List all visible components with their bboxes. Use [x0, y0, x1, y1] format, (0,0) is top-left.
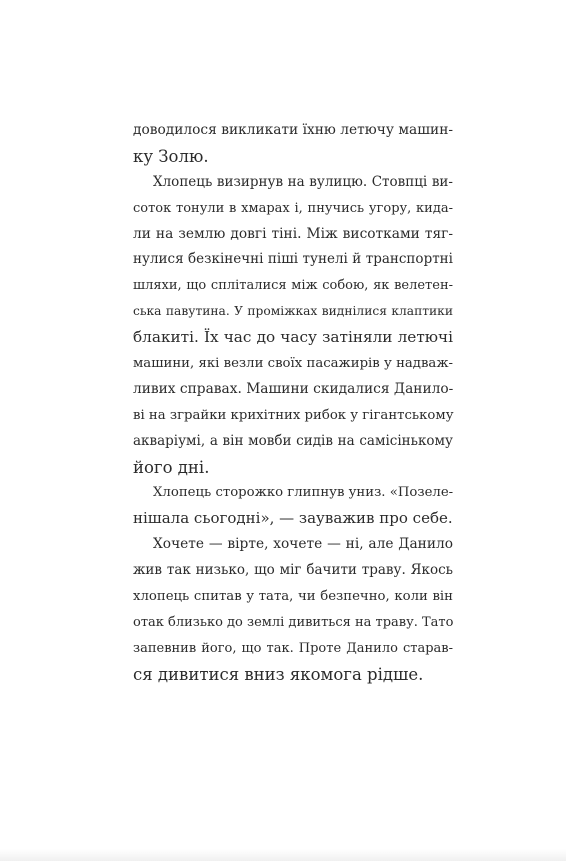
text-line: ку Золю.	[133, 146, 209, 166]
text-line: блакиті. Їх час до часу затіняли летючі	[133, 328, 453, 347]
text-line: соток тонули в хмарах і, пнучись угору, кида-	[133, 200, 453, 216]
paragraph-4	[133, 532, 453, 687]
paragraph-2	[133, 170, 453, 481]
text-line: ливих справах. Машини скидалися Данило-	[133, 380, 454, 397]
text-line: шляхи, що сплiталися між собою, як велетен-	[133, 278, 453, 294]
paragraph-1	[133, 118, 453, 170]
text-line: Хочете — вірте, хочете — ні, але Данило	[153, 536, 453, 553]
text-line: ська павутина. У проміжках виднілися клаптики	[133, 304, 453, 319]
text-line: його дні.	[133, 457, 210, 477]
text-line: ві на зграйки крихітних рибок у гігантському	[133, 407, 454, 423]
text-line: хлопець спитав у тата, чи безпечно, коли він	[133, 589, 453, 605]
text-line: запевнив його, що так. Проте Данило старав-	[133, 640, 453, 656]
text-line: доводилося викликати їхню летючу машин-	[133, 122, 453, 138]
text-line: нішала сьогодні», — зауважив про себе.	[133, 509, 453, 528]
text-line: машини, які везли своїх пасажирів у надваж-	[133, 356, 453, 372]
text-line: ли на землю довгі тіні. Між висотками тяг-	[133, 225, 453, 242]
text-line: акваріумі, а він мовби сидів на самісінькому	[133, 432, 453, 449]
body-text	[133, 118, 453, 688]
text-line: отак близько до землі дивиться на траву. Тато	[133, 614, 454, 630]
text-line: ся дивитися вниз якомога рідше.	[133, 664, 424, 684]
text-line: жив так низько, що міг бачити траву. Якось	[133, 562, 453, 579]
paragraph-3	[133, 480, 453, 532]
text-line: Хлопець сторожко глипнув униз. «Позеле-	[153, 485, 454, 501]
text-line: Хлопець визирнув на вулицю. Стовпці ви-	[153, 173, 453, 190]
text-line: нулися безкінечні піші тунелі й транспортні	[133, 251, 453, 268]
